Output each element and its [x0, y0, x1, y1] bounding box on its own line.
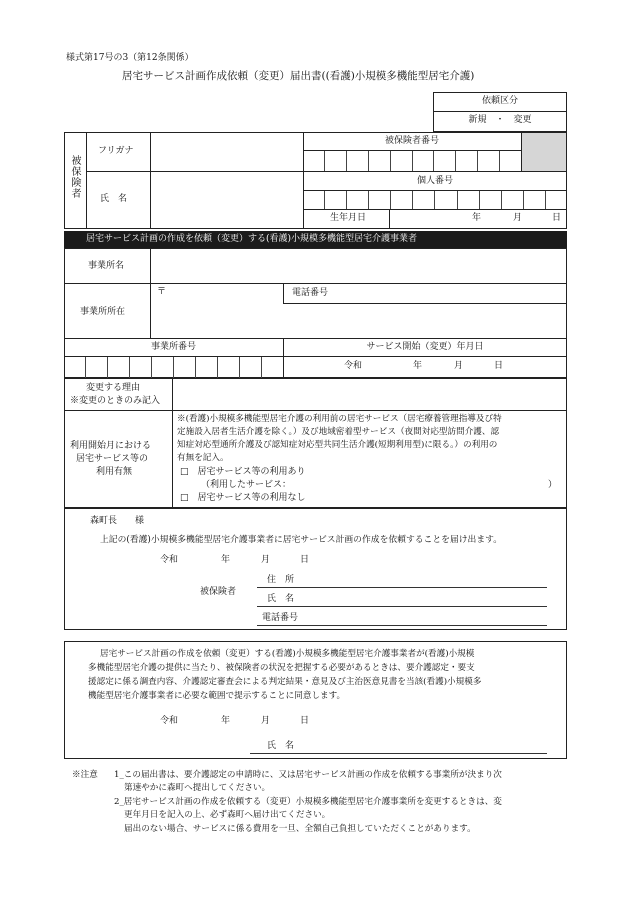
consent-year-unit: 年	[221, 716, 231, 726]
office-name-label: 事業所名	[88, 261, 125, 271]
consent-line-1: 居宅サービス計画の作成を依頼（変更）する(看護)小規模多機能型居宅介護事業者が(看護)小規模	[100, 649, 475, 659]
office-number-label: 事業所番号	[150, 342, 196, 352]
usage-yes-close-paren: ）	[548, 480, 558, 490]
notification-statement: 上記の(看護)小規模多機能型居宅介護事業者に居宅サービス計画の作成を依頼することを届け出ます。	[100, 535, 503, 545]
insured-section-label: 被保険者	[69, 155, 80, 199]
change-reason-field[interactable]	[173, 379, 566, 410]
consent-line-3: 援認定に係る調査内容、介護認定審査会による判定結果・意見及び主治医意見書を当該(看護)小規模多	[88, 677, 482, 687]
notification-name-label: 氏 名	[267, 594, 295, 604]
personal-number-label: 個人番号	[416, 176, 453, 186]
dob-month-unit: 月	[513, 213, 523, 223]
office-address-label: 事業所所在	[80, 307, 126, 317]
consent-name-label: 氏 名	[267, 741, 295, 751]
insured-number-label: 被保険者番号	[384, 136, 439, 146]
consent-month-unit: 月	[261, 716, 271, 726]
usage-label-1: 利用開始月における	[70, 441, 152, 451]
addressee: 森町長 様	[90, 516, 145, 526]
consent-line-2: 多機能型居宅介護の提供に当たり、被保険者の状況を把握する必要があるときは、要介護認定・要支	[88, 663, 475, 673]
usage-text-2: 定施設入居者生活介護を除く。）及び地域密着型サービス（夜間対応型訪問介護、認	[177, 427, 500, 437]
usage-option-no-checkbox[interactable]: □ 居宅サービス等の利用なし	[180, 493, 306, 503]
dob-day-unit: 日	[552, 213, 562, 223]
office-address-field[interactable]	[151, 304, 566, 337]
name-field[interactable]	[151, 172, 302, 228]
service-start-month-unit: 月	[454, 361, 464, 371]
note-2-line-1: 2_居宅サービス計画の作成を依頼する（変更）小規模多機能型居宅介護事業所を変更するときは、変	[114, 797, 502, 807]
service-start-year-unit: 年	[413, 361, 423, 371]
notification-month-unit: 月	[261, 555, 271, 565]
name-underline[interactable]	[257, 606, 547, 607]
usage-text-3: 知症対応型通所介護及び認知症対応型共同生活介護(短期利用型)に限る。）の利用の	[177, 440, 498, 450]
shaded-cell	[522, 133, 566, 171]
note-1-line-2: 第速やかに森町へ提出してください。	[124, 783, 271, 793]
furigana-label: フリガナ	[98, 146, 134, 156]
form-title: 居宅サービス計画作成依頼（変更）届出書((看護)小規模多機能型居宅介護)	[122, 70, 475, 82]
usage-option-yes-checkbox[interactable]: □ 居宅サービス等の利用あり	[180, 467, 306, 477]
note-2-line-2: 更年月日を記入の上、必ず森町へ届け出てください。	[124, 810, 331, 820]
usage-label-2: 居宅サービス等の	[76, 454, 149, 464]
personal-number-cells[interactable]	[303, 191, 567, 209]
usage-label-3: 利用有無	[96, 467, 133, 477]
usage-text-1: ※(看護)小規模多機能型居宅介護の利用前の居宅サービス（居宅療養管理指導及び特	[177, 414, 502, 424]
usage-text-4: 有無を記入。	[177, 453, 229, 463]
notification-year-unit: 年	[221, 555, 231, 565]
notification-section	[64, 508, 567, 630]
service-start-label: サービス開始（変更）年月日	[366, 342, 484, 352]
insured-number-cells[interactable]	[303, 151, 521, 171]
name-label: 氏 名	[100, 194, 128, 204]
request-type-options[interactable]: 新規 ・ 変更	[468, 115, 532, 125]
provider-section-bar: 居宅サービス計画の作成を依頼（変更）する(看護)小規模多機能型居宅介護事業者	[64, 231, 567, 248]
notes-head: ※注意	[72, 770, 98, 780]
notification-phone-label: 電話番号	[262, 613, 299, 623]
dob-label: 生年月日	[330, 213, 367, 223]
consent-name-underline[interactable]	[250, 753, 547, 754]
notification-day-unit: 日	[300, 555, 310, 565]
postal-mark: 〒	[157, 287, 167, 297]
note-1-line-1: 1_この届出書は、要介護認定の申請時に、又は居宅サービス計画の作成を依頼する事業所が決まり次	[114, 770, 502, 780]
notification-address-label: 住 所	[267, 575, 295, 585]
office-name-field[interactable]	[151, 249, 566, 282]
used-services-field[interactable]	[300, 479, 540, 491]
consent-date-era: 令和	[160, 716, 179, 726]
phone-label: 電話番号	[292, 288, 329, 298]
change-reason-note: ※変更のときのみ記入	[70, 396, 161, 406]
change-reason-label: 変更する理由	[86, 383, 141, 393]
notification-insured-label: 被保険者	[200, 587, 237, 597]
note-2-line-3: 届出のない場合、サービスに係る費用を一旦、全額自己負担していただくことがあります。	[124, 824, 476, 834]
dob-year-unit: 年	[472, 213, 482, 223]
consent-line-4: 機能型居宅介護事業者に必要な範囲で提示することに同意します。	[88, 691, 346, 701]
phone-underline[interactable]	[257, 625, 547, 626]
service-start-day-unit: 日	[494, 361, 504, 371]
office-number-cells[interactable]	[64, 357, 283, 378]
form-number: 様式第17号の3（第12条関係）	[66, 53, 194, 63]
service-start-era: 令和	[344, 361, 363, 371]
notification-date-era: 令和	[160, 555, 179, 565]
address-underline[interactable]	[257, 587, 547, 588]
furigana-field[interactable]	[151, 133, 302, 170]
request-type-label: 依頼区分	[481, 96, 518, 106]
usage-yes-detail: （利用したサービス：	[201, 480, 292, 490]
consent-day-unit: 日	[300, 716, 310, 726]
